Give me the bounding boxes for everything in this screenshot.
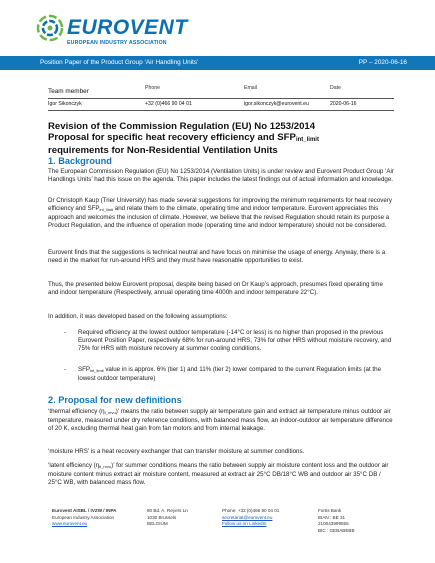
list-item-text: value in is approx. 6% (tier 1) and 11% (tier 2) lower compared to the current Regulation limits (at the lowest outdoor temperature) [78, 366, 382, 383]
paragraph-text: and relate them to the climate, operating time and indoor temperature. Eurovent appreciates this approach and welcomes the inclusion of climate. However, we believe that the revised Regulation should retain its purpose a Product Regulation, and the influence of operation mode (operating time and indoor temperature) should not be considered. [48, 205, 390, 230]
footer-street: 80 Bd. A. Reyers Ln [147, 508, 188, 513]
footer-city: 1030 Brussels [147, 514, 177, 520]
footer-org-name: Eurovent AISBL / IVZW / INPA [52, 508, 117, 513]
footer-contact [222, 508, 279, 528]
paragraph-subscript: lt_nrvu [99, 464, 112, 469]
list-item-text: Required efficiency at the lowest outdoor temperature (-14°C or less) is no higher than proposed in the previous Eurovent Position Paper, respectively 68% for run-around HRS, 73% for other HRS without moisture recovery, and 75% for HRS with moisture recovery at summer cooling conditions. [78, 329, 392, 353]
header-bar [0, 56, 435, 70]
footer-iban: IBAN : BE 31 [318, 514, 346, 520]
paragraph-text: )’ means the ratio between supply air temperature gain and extract air temperature minus outdoor air temperature, measured under dry reference conditions, with balanced mass flow, an indoor-outdoor air temperature difference of 20 K, excluding thermal heat gain from fan motors and from internal leakage. [48, 408, 393, 433]
paragraph-text: ‘latent efficiency (η [48, 462, 100, 469]
meta-label-phone: Phone [145, 85, 161, 91]
logo-wordmark: EUROVENT [67, 16, 188, 39]
bullet-dash: - [64, 329, 67, 336]
paragraph: ‘moisture HRS’ is a heat recovery exchanger that can transfer moisture at summer conditions. [48, 448, 305, 455]
section-heading-definitions: 2. Proposal for new definitions [48, 395, 182, 405]
paragraph: Eurovent finds that the suggestions is technical neutral and have focus on minimise the usage of energy. Anyway, there is a need in the market for run-around HRS and they must have reasonable opportunities to exist. [48, 249, 386, 265]
list-item [64, 366, 394, 383]
paragraph-text: )’ for summer conditions means the ratio between supply air moisture content loss and the outdoor air moisture content minus extract air moisture content, measured at extract air 25°C DB/18°C WB and outdoor air 35°C DB / 25°C WB, with balanced mass flow. [48, 462, 389, 487]
title-line-2 [48, 133, 398, 146]
paragraph-subscript: int_limit [99, 207, 114, 213]
footer-org-desc: European Industry Association [52, 514, 115, 520]
eurovent-logo-icon [36, 12, 64, 46]
title-line-3: requirements for Non-Residential Ventilation Units [48, 144, 278, 156]
list-item-subscript: int_limit [90, 368, 104, 373]
paragraph [48, 197, 394, 230]
section-heading-background: 1. Background [48, 156, 112, 166]
paragraph [48, 462, 394, 487]
meta-label-email: Email [244, 85, 257, 91]
header-reference: PP – 2020-06-16 [358, 59, 407, 66]
paragraph: The European Commission Regulation (EU) No 1253/2014 (Ventilation Units) is under review and Eurovent Product Group ‘Air Handlings Units’ had this issue on the agenda. This paper includes the latest findings out of actual information and knowledge. [48, 168, 394, 184]
footer-bank [318, 508, 355, 534]
meta-value-phone: +32 (0)466 90 04 01 [145, 101, 192, 107]
eurovent-logo [36, 12, 236, 50]
footer-phone: Phone: +32 (0)466 90 04 01 [222, 508, 280, 513]
logo-tagline: EUROPEAN INDUSTRY ASSOCIATION [67, 40, 167, 46]
title-line-2-text: Proposal for specific heat recovery efficiency and SFP [48, 131, 296, 143]
footer-account: 210043999555 [318, 521, 349, 527]
list-item [64, 329, 394, 353]
footer-organisation [52, 508, 117, 528]
paragraph: Thus, the presented below Eurovent proposal, despite being based on Dr Kaup’s approach, presumes fixed operating time and indoor temperature (Respectively, annual operating time 4000h and indoor temperature 22°C). [48, 281, 383, 297]
bullet-dash: - [64, 366, 67, 373]
footer-linkedin-link[interactable]: Follow us on LinkedIn [222, 521, 267, 527]
meta-label-date: Date [330, 85, 341, 91]
footer-bank-name: Fortis Bank [318, 508, 342, 513]
document-title [48, 122, 398, 156]
title-line-1: Revision of the Commission Regulation (EU) No 1253/2014 [48, 121, 316, 132]
footer-website-link[interactable]: www.eurovent.eu [52, 521, 88, 527]
footer-address [147, 508, 188, 528]
paragraph-subscript: t_nrvu [104, 410, 116, 415]
meta-divider [48, 98, 394, 99]
list-item-text: SFP [78, 366, 91, 373]
header-title: Position Paper of the Product Group ‘Air Handling Units’ [40, 59, 199, 66]
meta-value-email: igor.sikonczyk@eurovent.eu [244, 101, 309, 107]
paragraph-text: Dr Christoph Kaup (Trier University) has made several suggestions for improving the minimum requirements for heat recovery efficiency and SFP [48, 197, 392, 213]
footer-email-link[interactable]: secretariat@eurovent.eu [222, 514, 273, 520]
meta-divider [48, 110, 394, 111]
paragraph [48, 408, 394, 433]
footer-bic: BIC : GEBABEBB [318, 527, 355, 533]
meta-label-team-member: Team member [48, 88, 89, 95]
footer-country: BELGIUM [147, 521, 168, 527]
meta-value-team-member: Igor Sikonczyk [48, 101, 82, 107]
paragraph: In addition, it was developed based on the following assumptions: [48, 313, 228, 320]
meta-value-date: 2020-06-16 [330, 101, 357, 107]
paragraph-text: ‘thermal efficiency (η [48, 408, 105, 415]
title-line-2-subscript: int_limit [295, 136, 319, 143]
